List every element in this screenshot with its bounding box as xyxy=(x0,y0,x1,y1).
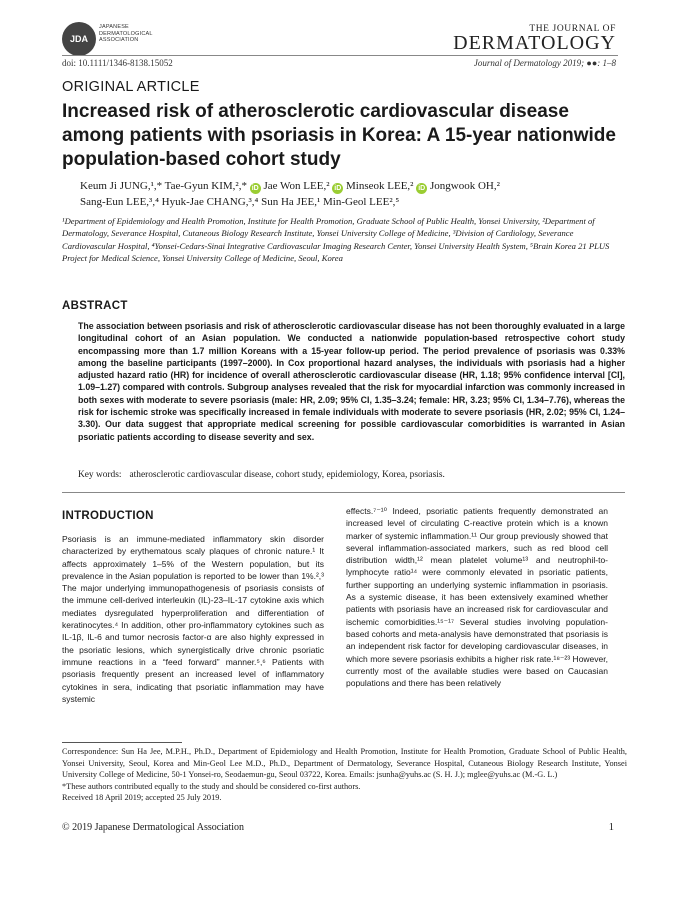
association-name: JAPANESE DERMATOLOGICAL ASSOCIATION xyxy=(99,24,153,43)
copyright: © 2019 Japanese Dermatological Association xyxy=(62,822,244,833)
article-type: ORIGINAL ARTICLE xyxy=(62,79,200,95)
author-line-1 xyxy=(80,178,640,194)
doi[interactable]: doi: 10.1111/1346-8138.15052 xyxy=(62,58,173,68)
equal-contribution-note: *These authors contributed equally to the study and should be considered co-first authors. xyxy=(62,781,361,791)
page-number: 1 xyxy=(608,822,614,833)
correspondence: Correspondence: Sun Ha Jee, M.P.H., Ph.D., Department of Epidemiology and Health Promotion, Institute for Health Promotion, Graduate School of Public Health, Yonsei University, Seoul, Korea and Min-Geol Lee M.D., Ph.D., Department of Dermatology, Severance Hospital, Cutaneous Biology Research Institute, Yonsei University College of Medicine, 50-1 Yonsei-ro, Seodaemun-gu, Seoul 03722, Korea. Emails: jsunha@yuhs.ac (S. H. J.); mglee@yuhs.ac (M.-G. L.) xyxy=(62,747,627,779)
journal-citation: Journal of Dermatology 2019; ●●: 1–8 xyxy=(473,58,616,68)
author-line-2: Sang-Eun LEE,³,⁴ Hyuk-Jae CHANG,³,⁴ Sun Ha JEE,¹ Min-Geol LEE²,⁵ xyxy=(80,196,400,208)
footnote-divider xyxy=(62,742,182,743)
abstract-heading: ABSTRACT xyxy=(62,300,128,312)
authors-part-4: Jongwook OH,² xyxy=(427,180,500,192)
journal-name-line2: DERMATOLOGY xyxy=(453,32,616,54)
authors-part-2: Jae Won LEE,² xyxy=(260,180,333,192)
received-dates: Received 18 April 2019; accepted 25 July 2019. xyxy=(62,793,222,802)
orcid-icon[interactable]: iD xyxy=(418,185,426,192)
orcid-icon[interactable]: iD xyxy=(334,185,342,192)
journal-name-line1: THE JOURNAL OF xyxy=(529,24,616,34)
footnotes xyxy=(62,746,627,804)
abstract-divider xyxy=(62,492,625,493)
body-column-right: effects.⁷⁻¹⁰ Indeed, psoriatic patients frequently demonstrated an increased level of circulating C-reactive protein which is a known marker of systemic inflammation.¹¹ Our group previously showed that several inflammation-associated markers, such as red blood cell distribution width,¹² mean platelet volume¹³ and neutrophil-to-lymphocyte ratio¹⁴ were commonly elevated in psoriatic patients, further supporting an underlying systemic inflammation in psoriasis. As a systemic disease, it has been extensively examined whether patients with psoriasis have an increased risk for cardiovascular and ischemic comorbidities.¹⁵⁻¹⁷ Several studies involving population-based cohorts and meta-analysis have demonstrated that psoriasis is an independent risk factor for developing cardiovascular diseases, in which more severe psoriasis exhibits a higher risk rate.¹⁸⁻²³ However, currently most of the available studies were based on Caucasian populations and there has been relatively xyxy=(346,506,608,689)
article-title: Increased risk of atherosclerotic cardiovascular disease among patients with psoriasis in Korea: A 15-year nationwide population-based cohort study xyxy=(62,101,616,170)
header-divider xyxy=(62,55,618,56)
keywords-list: atherosclerotic cardiovascular disease, cohort study, epidemiology, Korea, psoriasis. xyxy=(129,470,445,480)
journal-logo: JDA xyxy=(62,22,96,56)
authors-part-1: Keum Ji JUNG,¹,* Tae-Gyun KIM,²,* xyxy=(80,180,250,192)
author-list xyxy=(80,178,640,210)
affiliations: ¹Department of Epidemiology and Health Promotion, Institute for Health Promotion, Graduate School of Public Health, Yonsei University, ²Department of Dermatology, Severance Hospital, Cutaneous Biology Research Institute, Yonsei University College of Medicine, ³Division of Cardiology, Severance Cardiovascular Hospital, ⁴Yonsei-Cedars-Sinai Integrative Cardiovascular Imaging Research Center, Yonsei University Health System, ⁵Brain Korea 21 PLUS Project for Medical Science, Yonsei University College of Medicine, Seoul, Korea xyxy=(62,216,610,264)
body-column-left: Psoriasis is an immune-mediated inflammatory skin disorder characterized by erythematous scaly plaques of chronic nature.¹ It affects approximately 1–5% of the Western population, but its prevalence in the Asian population is reported to be lower than 1%.²,³ The major underlying immunopathogenesis of psoriasis consists of the immune cell-derived interleukin (IL)-23–IL-17 cytokine axis which mediates dysregulated hyperproliferation and differentiation of keratinocytes.⁴ In addition, other pro-inflammatory cytokines such as IL-1β, IL-6 and tumor necrosis factor-α are also highly expressed in the psoriatic lesions, which synergistically drive chronic psoriatic immune reactions in a “feed forward” manner.⁵,⁶ Patients with psoriasis frequently present an increased level of inflammatory cytokines in sera, indicating that psoriatic inflammation may have systemic xyxy=(62,534,324,704)
introduction-heading: INTRODUCTION xyxy=(62,510,154,522)
keywords-label: Key words: xyxy=(78,470,122,480)
abstract-text: The association between psoriasis and risk of atherosclerotic cardiovascular disease has not been thoroughly evaluated in a large longitudinal cohort of an Asian population. We conducted a nationwide population-based retrospective cohort study encompassing more than 1.7 million Koreans with a 15-year follow-up period. The period prevalence of psoriasis was 0.33% among the baseline participants (1997–2000). In Cox proportional hazard analyses, the individuals with psoriasis had a higher adjusted hazard ratio (HR) for incidence of overall atherosclerotic cardiovascular disease (HR, 1.18; 95% confidence interval [CI], 1.09–1.27) compared with controls. Subgroup analyses revealed that the risk for myocardial infarction was commonly increased in both sexes with moderate to severe psoriasis (male: HR, 2.09; 95% CI, 1.35–3.24; female: HR, 3.23; 95% CI, 1.34–7.76), whereas the risk for ischemic stroke was specifically increased in female individuals with moderate to severe psoriasis (HR, 2.02; 95% CI, 1.24–3.30). Our data suggest that appropriate medical screening for possible cardiovascular comorbidities is warranted in Asian psoriatic patients according to disease severity and sex. xyxy=(78,321,625,442)
orcid-icon[interactable]: iD xyxy=(251,185,259,192)
keywords xyxy=(78,470,625,480)
authors-part-3: Minseok LEE,² xyxy=(343,180,417,192)
journal-name xyxy=(453,24,616,55)
